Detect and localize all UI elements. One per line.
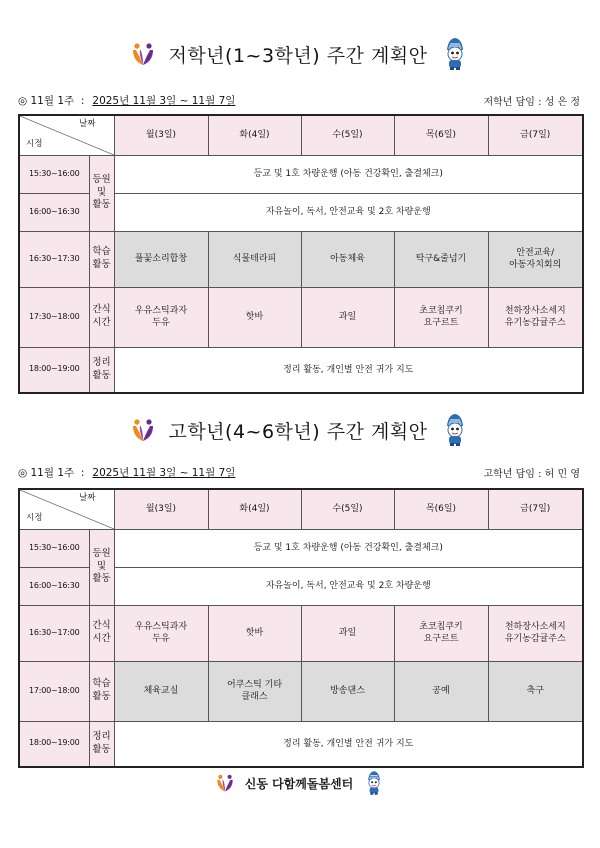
teacher-name: 저학년 담임 : 성 은 정 bbox=[483, 96, 580, 108]
table-row bbox=[19, 661, 583, 721]
category-cell bbox=[89, 605, 114, 661]
mascot-icon bbox=[363, 770, 385, 796]
day-header: 수(5일) bbox=[301, 115, 394, 155]
table-row bbox=[19, 155, 583, 193]
plan-title-text: 고학년(4~6학년) 주간 계획안 bbox=[168, 420, 428, 443]
category-line: 및 bbox=[96, 560, 107, 572]
activity-cell bbox=[488, 661, 583, 721]
activity-cell bbox=[488, 231, 583, 287]
category-line: 활동 bbox=[92, 691, 111, 702]
day-header: 목(6일) bbox=[394, 489, 488, 529]
high-week-info bbox=[18, 463, 580, 481]
organization-name: 신동 다함께돌봄센터 bbox=[244, 776, 354, 791]
cell-line: 요구르트 bbox=[423, 318, 459, 328]
activity-span-cell: 자유놀이, 독서, 안전교육 및 2호 차량운행 bbox=[114, 567, 583, 605]
category-line: 활동 bbox=[92, 743, 111, 755]
header-date-label: 날짜 bbox=[79, 493, 96, 503]
cell-line: 어쿠스틱 기타 bbox=[226, 679, 283, 690]
category-line: 활동 bbox=[92, 259, 111, 270]
cell-line: 천하장사소세지 bbox=[504, 305, 566, 316]
category-line: 학습 bbox=[92, 246, 111, 258]
cell-line: 과일 bbox=[338, 311, 357, 322]
center-logo-icon bbox=[215, 773, 235, 793]
activity-cell bbox=[208, 661, 301, 721]
cell-line: 초코칩쿠키 bbox=[419, 305, 463, 316]
table-row bbox=[19, 605, 583, 661]
cell-line: 안전교육/ bbox=[516, 247, 555, 258]
week-label: ◎ 11월 1주 : bbox=[18, 94, 85, 107]
category-cell bbox=[89, 287, 114, 347]
center-logo-icon bbox=[130, 417, 156, 443]
table-row bbox=[19, 721, 583, 767]
cell-line: 아동자치회의 bbox=[509, 260, 562, 270]
category-line: 간식 bbox=[92, 304, 111, 316]
category-line: 등원 bbox=[92, 173, 111, 185]
category-line: 및 bbox=[96, 186, 107, 198]
mascot-icon bbox=[440, 413, 470, 447]
activity-span-cell: 자유놀이, 독서, 안전교육 및 2호 차량운행 bbox=[114, 193, 583, 231]
cell-line: 과일 bbox=[338, 627, 357, 638]
cell-line: 우유스틱과자 bbox=[134, 305, 188, 316]
time-cell: 17:00~18:00 bbox=[19, 661, 89, 721]
snack-cell bbox=[114, 605, 208, 661]
time-cell: 16:00~16:30 bbox=[19, 567, 89, 605]
activity-cell bbox=[208, 231, 301, 287]
category-line: 등원 bbox=[92, 547, 111, 559]
cell-line: 축구 bbox=[526, 685, 544, 696]
cell-line: 공예 bbox=[432, 685, 450, 696]
cell-line: 두유 bbox=[152, 634, 170, 644]
snack-cell bbox=[301, 287, 394, 347]
low-week-info bbox=[18, 91, 580, 109]
category-cell bbox=[89, 231, 114, 287]
high-schedule-table bbox=[18, 488, 584, 768]
category-line: 활동 bbox=[92, 573, 111, 585]
center-logo-icon bbox=[130, 41, 156, 67]
snack-cell bbox=[208, 287, 301, 347]
table-row bbox=[19, 287, 583, 347]
category-cell bbox=[89, 155, 114, 231]
cell-line: 탁구&줄넘기 bbox=[415, 253, 467, 264]
cell-line: 핫바 bbox=[245, 627, 264, 638]
cell-line: 풀꽃소리합창 bbox=[134, 253, 188, 264]
day-header: 월(3일) bbox=[114, 489, 208, 529]
time-cell: 16:00~16:30 bbox=[19, 193, 89, 231]
plan-title-text: 저학년(1~3학년) 주간 계획안 bbox=[168, 44, 428, 67]
cell-line: 아동체육 bbox=[330, 253, 365, 264]
cell-line: 유기농감귤주스 bbox=[504, 634, 566, 644]
activity-cell bbox=[394, 231, 488, 287]
day-header: 목(6일) bbox=[394, 115, 488, 155]
time-cell: 15:30~16:00 bbox=[19, 529, 89, 567]
category-cell bbox=[89, 347, 114, 393]
category-line: 활동 bbox=[92, 199, 111, 211]
snack-cell bbox=[488, 287, 583, 347]
category-cell bbox=[89, 529, 114, 605]
header-date-label: 날짜 bbox=[79, 119, 96, 129]
table-header-row bbox=[19, 489, 583, 529]
week-label: ◎ 11월 1주 : bbox=[18, 466, 85, 479]
table-row bbox=[19, 529, 583, 567]
category-cell bbox=[89, 661, 114, 721]
category-line: 간식 bbox=[92, 620, 111, 632]
cell-line: 핫바 bbox=[245, 311, 264, 322]
footer bbox=[0, 768, 600, 798]
header-corner-cell bbox=[19, 489, 114, 529]
activity-span-cell: 등교 및 1호 차량운행 (아동 건강확인, 출결체크) bbox=[114, 155, 583, 193]
snack-cell bbox=[394, 287, 488, 347]
cell-line: 유기농감귤주스 bbox=[504, 318, 566, 328]
header-corner-cell bbox=[19, 115, 114, 155]
time-cell: 18:00~19:00 bbox=[19, 721, 89, 767]
day-header: 월(3일) bbox=[114, 115, 208, 155]
day-header: 금(7일) bbox=[488, 115, 583, 155]
cell-line: 클래스 bbox=[241, 692, 268, 702]
activity-cell bbox=[114, 661, 208, 721]
time-cell: 16:30~17:00 bbox=[19, 605, 89, 661]
cell-line: 두유 bbox=[152, 318, 170, 328]
cell-line: 초코칩쿠키 bbox=[419, 621, 463, 632]
snack-cell bbox=[301, 605, 394, 661]
header-time-label: 시정 bbox=[26, 513, 43, 524]
category-line: 시간 bbox=[92, 633, 111, 644]
cell-line: 식물테라피 bbox=[232, 253, 277, 264]
snack-cell bbox=[488, 605, 583, 661]
category-cell bbox=[89, 721, 114, 767]
activity-cell bbox=[394, 661, 488, 721]
cell-line: 천하장사소세지 bbox=[504, 621, 566, 632]
table-row bbox=[19, 231, 583, 287]
low-schedule-table bbox=[18, 114, 584, 394]
high-plan-title bbox=[0, 410, 600, 450]
category-line: 활동 bbox=[92, 369, 111, 381]
category-line: 시간 bbox=[92, 317, 111, 328]
time-cell: 16:30~17:30 bbox=[19, 231, 89, 287]
teacher-name: 고학년 담임 : 허 민 영 bbox=[483, 468, 580, 480]
snack-cell bbox=[208, 605, 301, 661]
day-header: 화(4일) bbox=[208, 489, 301, 529]
category-line: 학습 bbox=[92, 678, 111, 690]
header-time-label: 시정 bbox=[26, 139, 43, 150]
time-cell: 15:30~16:00 bbox=[19, 155, 89, 193]
low-plan-title bbox=[0, 34, 600, 74]
day-header: 화(4일) bbox=[208, 115, 301, 155]
snack-cell bbox=[114, 287, 208, 347]
activity-span-cell: 등교 및 1호 차량운행 (아동 건강확인, 출결체크) bbox=[114, 529, 583, 567]
table-header-row bbox=[19, 115, 583, 155]
time-cell: 17:30~18:00 bbox=[19, 287, 89, 347]
table-row bbox=[19, 347, 583, 393]
date-range: 2025년 11월 3일 ~ 11월 7일 bbox=[92, 466, 236, 479]
time-cell: 18:00~19:00 bbox=[19, 347, 89, 393]
cell-line: 요구르트 bbox=[423, 634, 459, 644]
cell-line: 우유스틱과자 bbox=[134, 621, 188, 632]
activity-span-cell: 정리 활동, 개인별 안전 귀가 지도 bbox=[114, 721, 583, 767]
day-header: 금(7일) bbox=[488, 489, 583, 529]
category-line: 정리 bbox=[92, 356, 111, 368]
activity-cell bbox=[114, 231, 208, 287]
activity-cell bbox=[301, 661, 394, 721]
day-header: 수(5일) bbox=[301, 489, 394, 529]
cell-line: 방송댄스 bbox=[330, 685, 365, 696]
activity-cell bbox=[301, 231, 394, 287]
snack-cell bbox=[394, 605, 488, 661]
activity-span-cell: 정리 활동, 개인별 안전 귀가 지도 bbox=[114, 347, 583, 393]
mascot-icon bbox=[440, 37, 470, 71]
category-line: 정리 bbox=[92, 730, 111, 742]
date-range: 2025년 11월 3일 ~ 11월 7일 bbox=[92, 94, 236, 107]
cell-line: 체육교실 bbox=[143, 685, 179, 696]
